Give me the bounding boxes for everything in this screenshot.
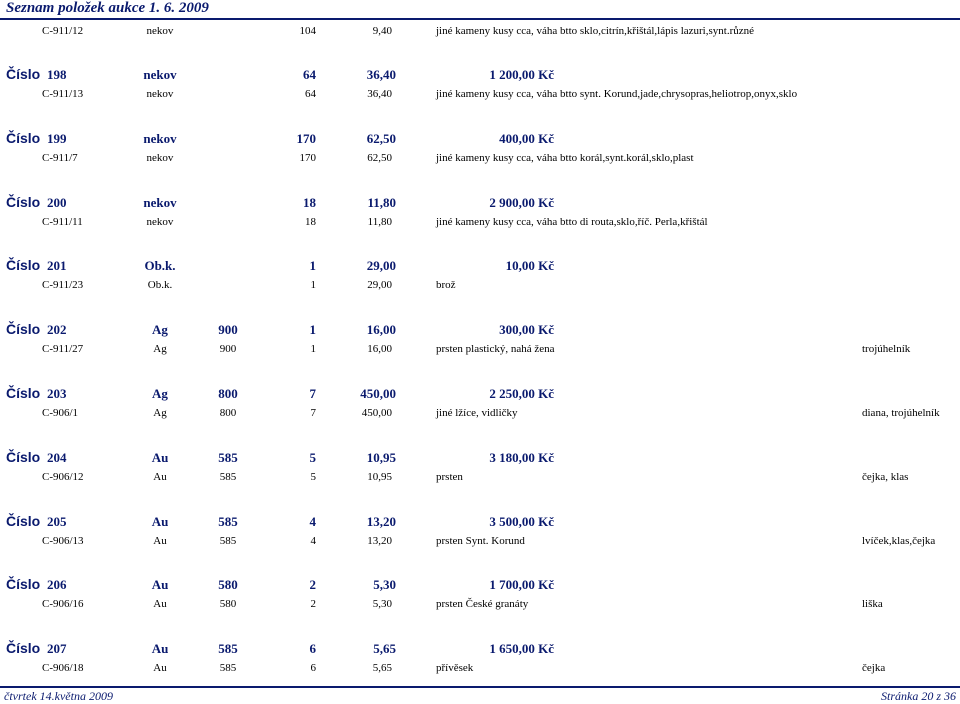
lot-material: Ob.k. bbox=[144, 258, 176, 274]
item-note: trojúhelník bbox=[862, 343, 911, 356]
lot-count: 5 bbox=[309, 449, 316, 465]
lot-count: 6 bbox=[309, 641, 316, 657]
lot-material: nekov bbox=[143, 130, 177, 146]
item-material: nekov bbox=[146, 215, 174, 228]
lot-price: 400,00 Kč bbox=[499, 130, 554, 146]
lot-number: 201 bbox=[47, 258, 67, 274]
lot-count: 18 bbox=[303, 194, 316, 210]
lot-weight: 450,00 bbox=[360, 386, 396, 401]
lot-material: nekov bbox=[143, 67, 177, 82]
item-count: 5 bbox=[310, 470, 316, 483]
item-count: 4 bbox=[310, 534, 316, 547]
lot-material: Ag bbox=[152, 322, 168, 338]
lot-count: 7 bbox=[309, 386, 316, 401]
item-description: prsten plastický, nahá žena bbox=[436, 343, 555, 356]
lot-label: Číslo bbox=[6, 129, 41, 146]
item-material: Au bbox=[153, 470, 167, 483]
item-weight: 36,40 bbox=[367, 88, 392, 100]
item-material: nekov bbox=[146, 151, 174, 164]
item-code: C-911/12 bbox=[42, 25, 84, 37]
lot-number: 207 bbox=[47, 641, 67, 657]
item-fineness: 585 bbox=[219, 470, 237, 483]
item-code: C-911/27 bbox=[42, 343, 84, 356]
lot-label: Číslo bbox=[6, 193, 41, 210]
lot-material: Ag bbox=[152, 386, 168, 401]
lot-fineness: 585 bbox=[218, 513, 238, 529]
item-count: 104 bbox=[299, 25, 316, 37]
item-material: Au bbox=[153, 662, 167, 675]
item-count: 64 bbox=[305, 88, 316, 100]
item-weight: 5,30 bbox=[372, 598, 392, 611]
lot-weight: 62,50 bbox=[366, 130, 396, 146]
lot-number: 205 bbox=[47, 513, 67, 529]
lot-fineness: 585 bbox=[218, 449, 238, 465]
item-weight: 16,00 bbox=[367, 343, 392, 356]
item-description: jiné lžíce, vidličky bbox=[436, 407, 518, 419]
item-code: C-911/23 bbox=[42, 279, 84, 292]
lot-label: Číslo bbox=[6, 448, 41, 465]
lot-weight: 13,20 bbox=[366, 513, 396, 529]
lot-number: 199 bbox=[47, 130, 67, 146]
item-description: jiné kameny kusy cca, váha btto di routa,sklo,říč. Perla,křištál bbox=[436, 215, 708, 228]
lot-count: 2 bbox=[309, 577, 316, 593]
lot-label: Číslo bbox=[6, 257, 41, 274]
lot-label: Číslo bbox=[6, 512, 41, 529]
item-description: prsten bbox=[436, 470, 463, 483]
footer-page-number: Stránka 20 z 36 bbox=[881, 689, 956, 703]
item-weight: 5,65 bbox=[372, 662, 392, 675]
item-material: Ag bbox=[153, 407, 167, 419]
item-note: diana, trojúhelník bbox=[862, 407, 940, 419]
item-weight: 62,50 bbox=[367, 151, 392, 164]
item-material: Au bbox=[153, 534, 167, 547]
item-fineness: 585 bbox=[219, 534, 237, 547]
item-note: čejka, klas bbox=[862, 470, 909, 483]
item-code: C-906/18 bbox=[42, 662, 84, 675]
lot-weight: 5,30 bbox=[373, 577, 396, 593]
item-fineness: 585 bbox=[219, 662, 237, 675]
item-description: jiné kameny kusy cca, váha btto synt. Korund,jade,chrysopras,heliotrop,onyx,sklo bbox=[436, 88, 798, 100]
lot-weight: 5,65 bbox=[373, 641, 396, 657]
lot-label: Číslo bbox=[6, 640, 41, 657]
lot-count: 1 bbox=[309, 258, 316, 274]
lot-price: 3 180,00 Kč bbox=[489, 449, 554, 465]
item-description: přívěsek bbox=[436, 662, 474, 675]
item-material: Au bbox=[153, 598, 167, 611]
lot-material: nekov bbox=[143, 194, 177, 210]
item-code: C-906/1 bbox=[42, 407, 79, 419]
item-code: C-911/11 bbox=[42, 215, 83, 228]
item-material: nekov bbox=[146, 25, 174, 37]
footer-divider bbox=[0, 686, 960, 688]
lot-number: 202 bbox=[47, 322, 67, 338]
lot-price: 2 250,00 Kč bbox=[489, 386, 554, 401]
lot-number: 204 bbox=[47, 449, 67, 465]
lot-price: 1 200,00 Kč bbox=[489, 67, 554, 82]
lot-price: 10,00 Kč bbox=[505, 258, 554, 274]
item-note: liška bbox=[862, 598, 883, 611]
item-weight: 450,00 bbox=[361, 407, 392, 419]
item-description: brož bbox=[436, 279, 456, 292]
item-fineness: 900 bbox=[219, 343, 237, 356]
lot-label: Číslo bbox=[6, 576, 41, 593]
item-material: Ob.k. bbox=[147, 279, 173, 292]
item-description: prsten Synt. Korund bbox=[436, 534, 525, 547]
footer-date: čtvrtek 14.května 2009 bbox=[4, 689, 113, 703]
lot-fineness: 900 bbox=[218, 322, 238, 338]
lot-fineness: 800 bbox=[218, 386, 238, 401]
lot-material: Au bbox=[151, 513, 169, 529]
item-weight: 11,80 bbox=[367, 215, 392, 228]
item-code: C-911/13 bbox=[42, 88, 84, 100]
lot-price: 2 900,00 Kč bbox=[489, 194, 554, 210]
item-code: C-906/12 bbox=[42, 470, 84, 483]
lot-material: Au bbox=[151, 449, 169, 465]
item-description: jiné kameny kusy cca, váha btto sklo,citrín,křištál,lápis lazuri,synt.různé bbox=[436, 25, 754, 37]
item-material: nekov bbox=[146, 88, 174, 100]
item-count: 6 bbox=[310, 662, 316, 675]
item-code: C-906/13 bbox=[42, 534, 84, 547]
lot-count: 4 bbox=[309, 513, 316, 529]
lot-price: 3 500,00 Kč bbox=[489, 513, 554, 529]
item-code: C-906/16 bbox=[42, 598, 84, 611]
item-count: 7 bbox=[310, 407, 316, 419]
lot-label: Číslo bbox=[6, 385, 41, 401]
lot-label: Číslo bbox=[6, 66, 41, 82]
lot-number: 203 bbox=[47, 386, 67, 401]
item-fineness: 580 bbox=[219, 598, 237, 611]
lot-price: 1 650,00 Kč bbox=[489, 641, 554, 657]
item-description: jiné kameny kusy cca, váha btto korál,synt.korál,sklo,plast bbox=[436, 151, 694, 164]
item-weight: 10,95 bbox=[367, 470, 392, 483]
lot-material: Au bbox=[151, 641, 169, 657]
lot-count: 1 bbox=[309, 322, 316, 338]
lot-label: Číslo bbox=[6, 321, 41, 338]
item-count: 170 bbox=[299, 151, 316, 164]
item-count: 1 bbox=[310, 343, 316, 356]
item-weight: 9,40 bbox=[372, 25, 392, 37]
item-weight: 13,20 bbox=[367, 534, 392, 547]
lot-number: 200 bbox=[47, 194, 67, 210]
lot-number: 206 bbox=[47, 577, 67, 593]
item-code: C-911/7 bbox=[42, 151, 78, 164]
lot-price: 1 700,00 Kč bbox=[489, 577, 554, 593]
lot-number: 198 bbox=[47, 67, 67, 82]
lot-price: 300,00 Kč bbox=[499, 322, 554, 338]
item-count: 2 bbox=[310, 598, 316, 611]
lot-count: 64 bbox=[303, 67, 316, 82]
lot-weight: 36,40 bbox=[366, 67, 396, 82]
lot-fineness: 585 bbox=[218, 641, 238, 657]
item-fineness: 800 bbox=[219, 407, 237, 419]
lot-fineness: 580 bbox=[218, 577, 238, 593]
lot-material: Au bbox=[151, 577, 169, 593]
item-description: prsten České granáty bbox=[436, 598, 529, 611]
lot-weight: 10,95 bbox=[366, 449, 396, 465]
item-note: lvíček,klas,čejka bbox=[862, 534, 936, 547]
lot-count: 170 bbox=[296, 130, 316, 146]
item-count: 1 bbox=[310, 279, 316, 292]
lot-weight: 16,00 bbox=[366, 322, 396, 338]
item-material: Ag bbox=[153, 343, 167, 356]
lot-weight: 29,00 bbox=[366, 258, 396, 274]
lot-weight: 11,80 bbox=[367, 194, 396, 210]
page-title: Seznam položek aukce 1. 6. 2009 bbox=[6, 0, 209, 16]
item-count: 18 bbox=[305, 215, 316, 228]
item-note: čejka bbox=[862, 662, 886, 675]
item-weight: 29,00 bbox=[367, 279, 392, 292]
title-divider bbox=[0, 18, 960, 20]
